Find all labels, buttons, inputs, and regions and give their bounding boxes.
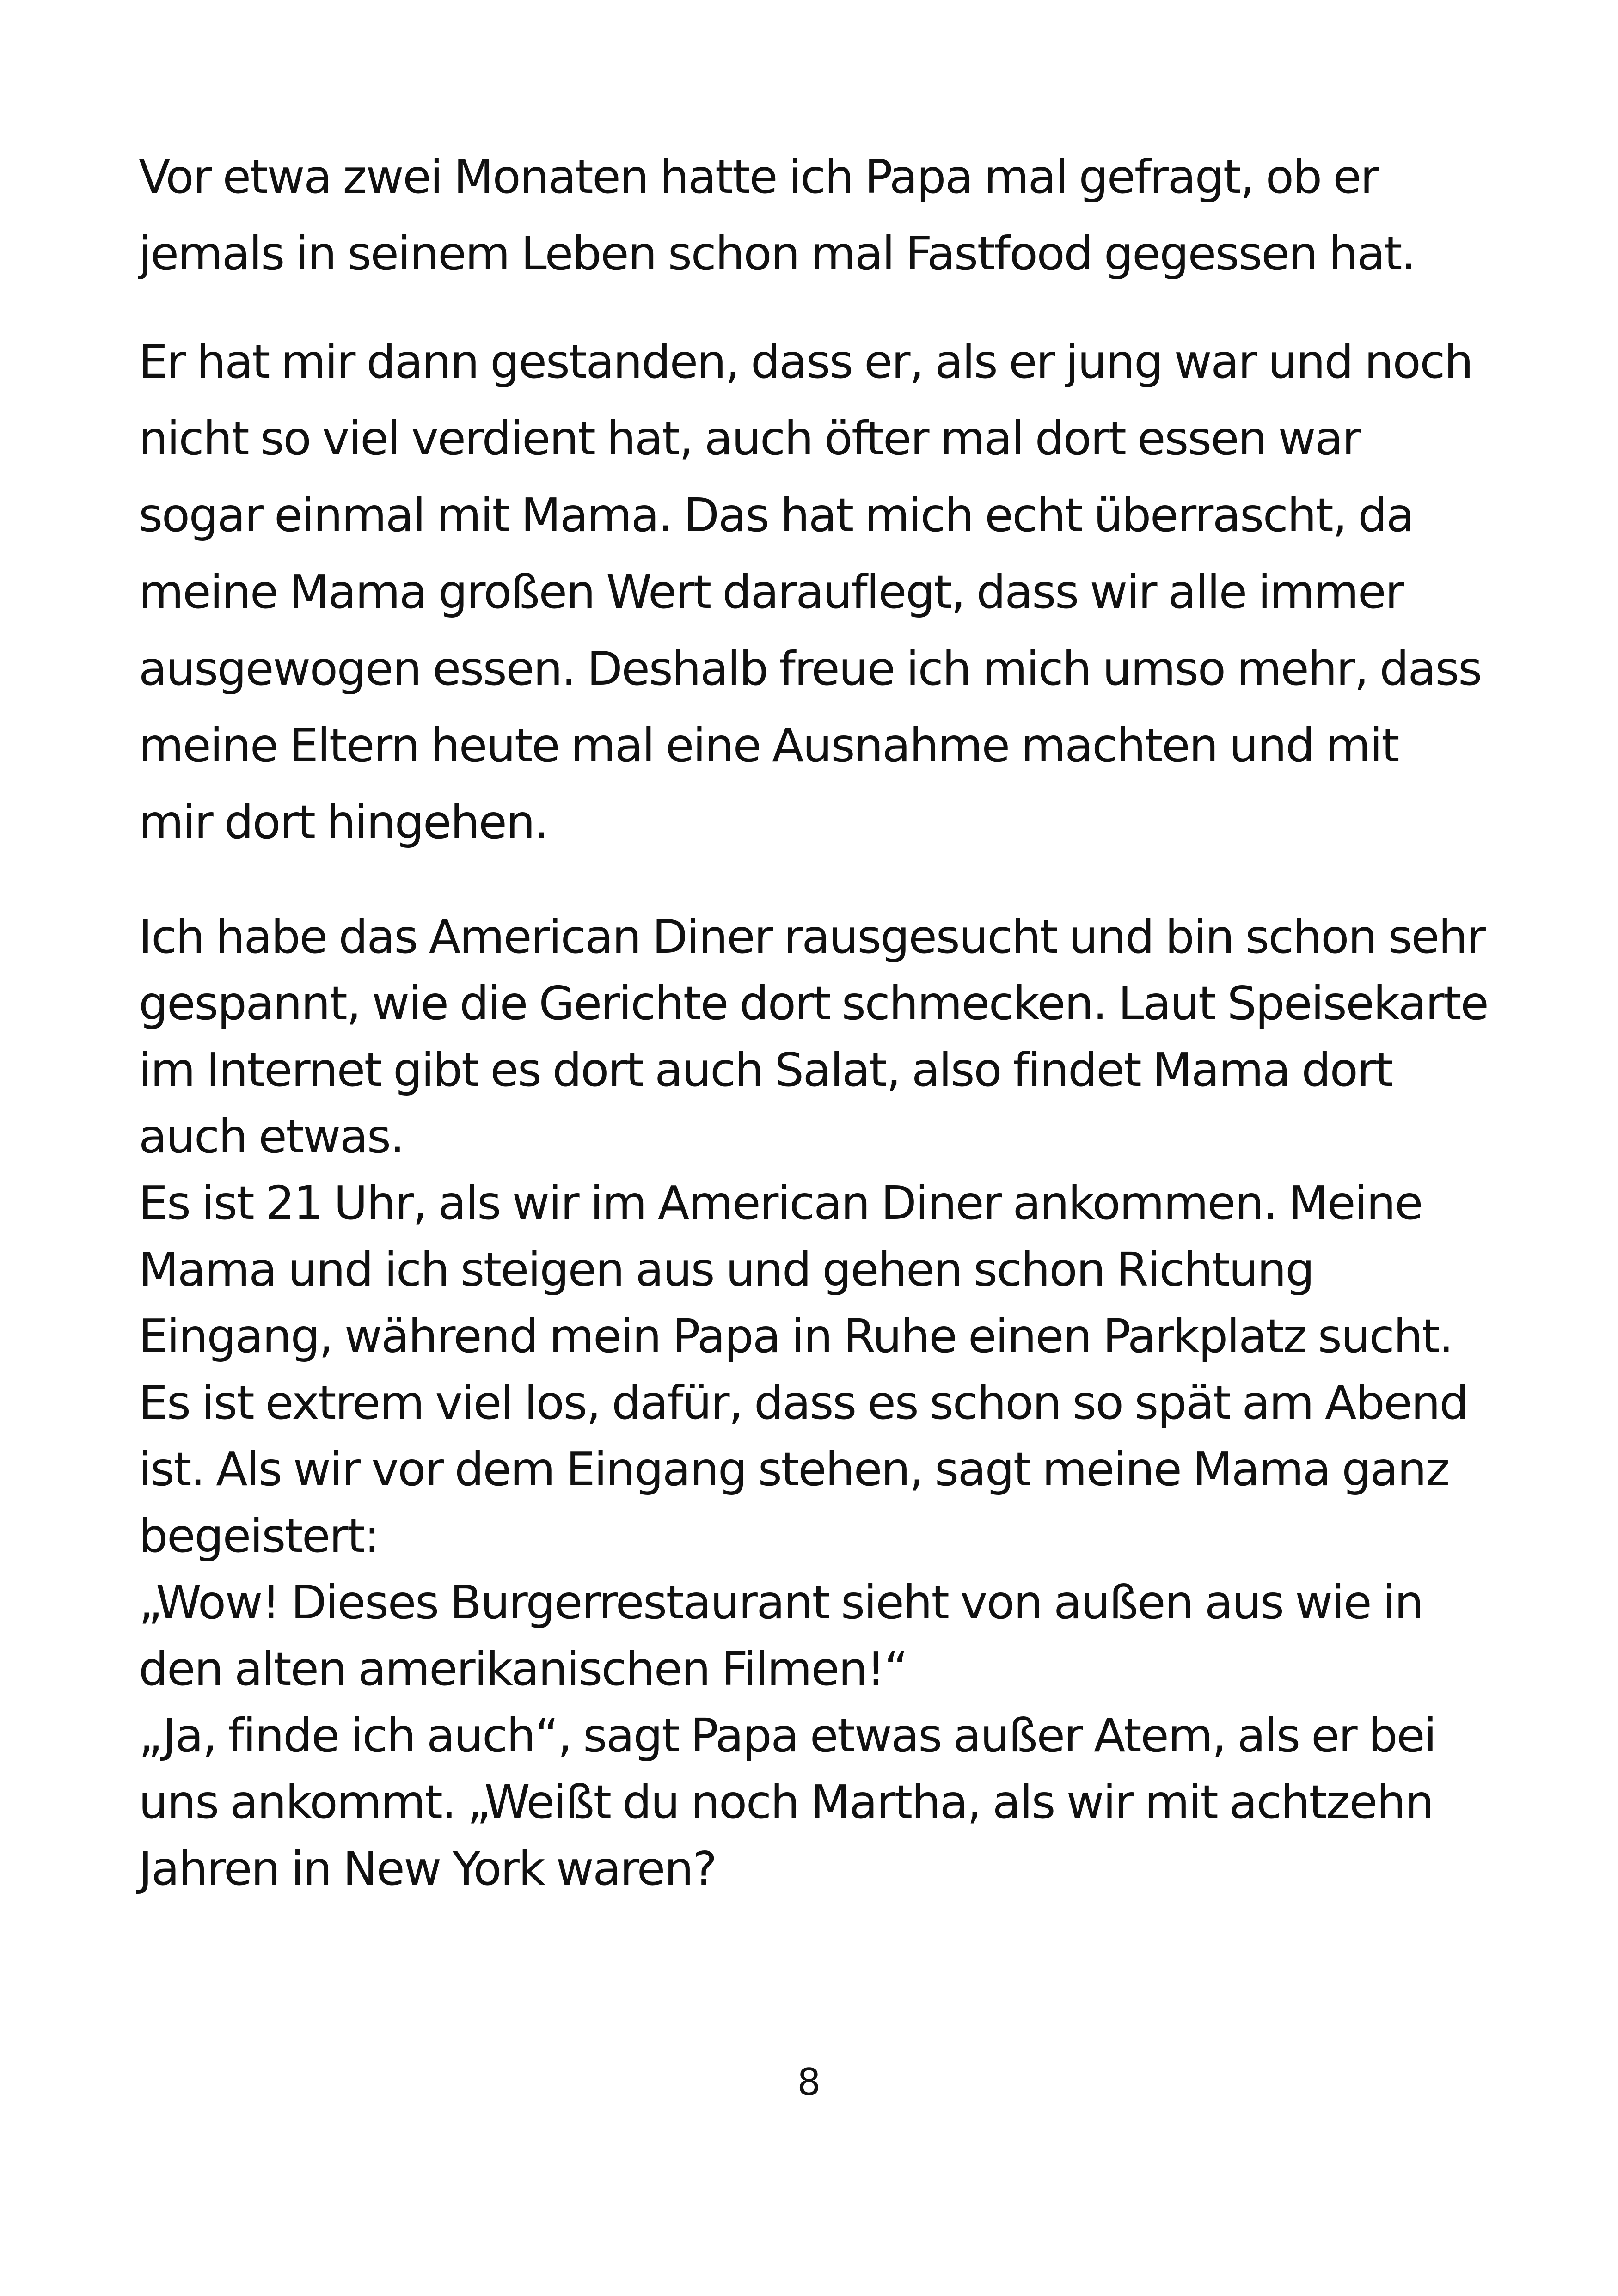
- text-line: Er hat mir dann gestanden, dass er, als er jung war und noch: [139, 335, 1473, 389]
- text-line: Vor etwa zwei Monaten hatte ich Papa mal gefragt, ob er: [139, 150, 1379, 204]
- text-line: Eingang, während mein Papa in Ruhe einen Parkplatz sucht.: [139, 1309, 1453, 1363]
- text-line: meine Mama großen Wert darauflegt, dass wir alle immer: [139, 565, 1403, 619]
- page-number: 8: [797, 2061, 821, 2104]
- text-line: uns ankommt. „Weißt du noch Martha, als wir mit achtzehn: [139, 1775, 1434, 1829]
- text-line: Mama und ich steigen aus und gehen schon Richtung: [139, 1243, 1314, 1297]
- paragraph-fastfood-question: [139, 139, 1507, 292]
- text-line: begeistert:: [139, 1509, 379, 1563]
- text-line: Es ist extrem viel los, dafür, dass es schon so spät am Abend: [139, 1376, 1468, 1430]
- text-line: meine Eltern heute mal eine Ausnahme machten und mit: [139, 718, 1399, 772]
- text-line: im Internet gibt es dort auch Salat, also findet Mama dort: [139, 1043, 1392, 1097]
- text-line: Es ist 21 Uhr, als wir im American Diner ankommen. Meine: [139, 1176, 1422, 1230]
- text-line: Jahren in New York waren?: [139, 1842, 716, 1896]
- text-line: mir dort hingehen.: [139, 795, 548, 849]
- text-line: ist. Als wir vor dem Eingang stehen, sagt meine Mama ganz: [139, 1442, 1449, 1496]
- text-line: Ich habe das American Diner rausgesucht und bin schon sehr: [139, 910, 1485, 964]
- text-line: auch etwas.: [139, 1109, 404, 1163]
- paragraph-american-diner: [139, 904, 1507, 1902]
- text-line: „Wow! Dieses Burgerrestaurant sieht von außen aus wie in: [139, 1575, 1423, 1629]
- text-line: „Ja, finde ich auch“, sagt Papa etwas außer Atem, als er bei: [139, 1708, 1436, 1763]
- text-line: jemals in seinem Leben schon mal Fastfood gegessen hat.: [139, 227, 1415, 281]
- paragraph-dad-confession: [139, 324, 1507, 861]
- text-line: ausgewogen essen. Deshalb freue ich mich umso mehr, dass: [139, 642, 1482, 696]
- text-line: gespannt, wie die Gerichte dort schmecken. Laut Speisekarte: [139, 976, 1488, 1030]
- text-line: den alten amerikanischen Filmen!“: [139, 1642, 907, 1696]
- text-line: sogar einmal mit Mama. Das hat mich echt überrascht, da: [139, 488, 1414, 542]
- text-line: nicht so viel verdient hat, auch öfter mal dort essen war: [139, 411, 1360, 465]
